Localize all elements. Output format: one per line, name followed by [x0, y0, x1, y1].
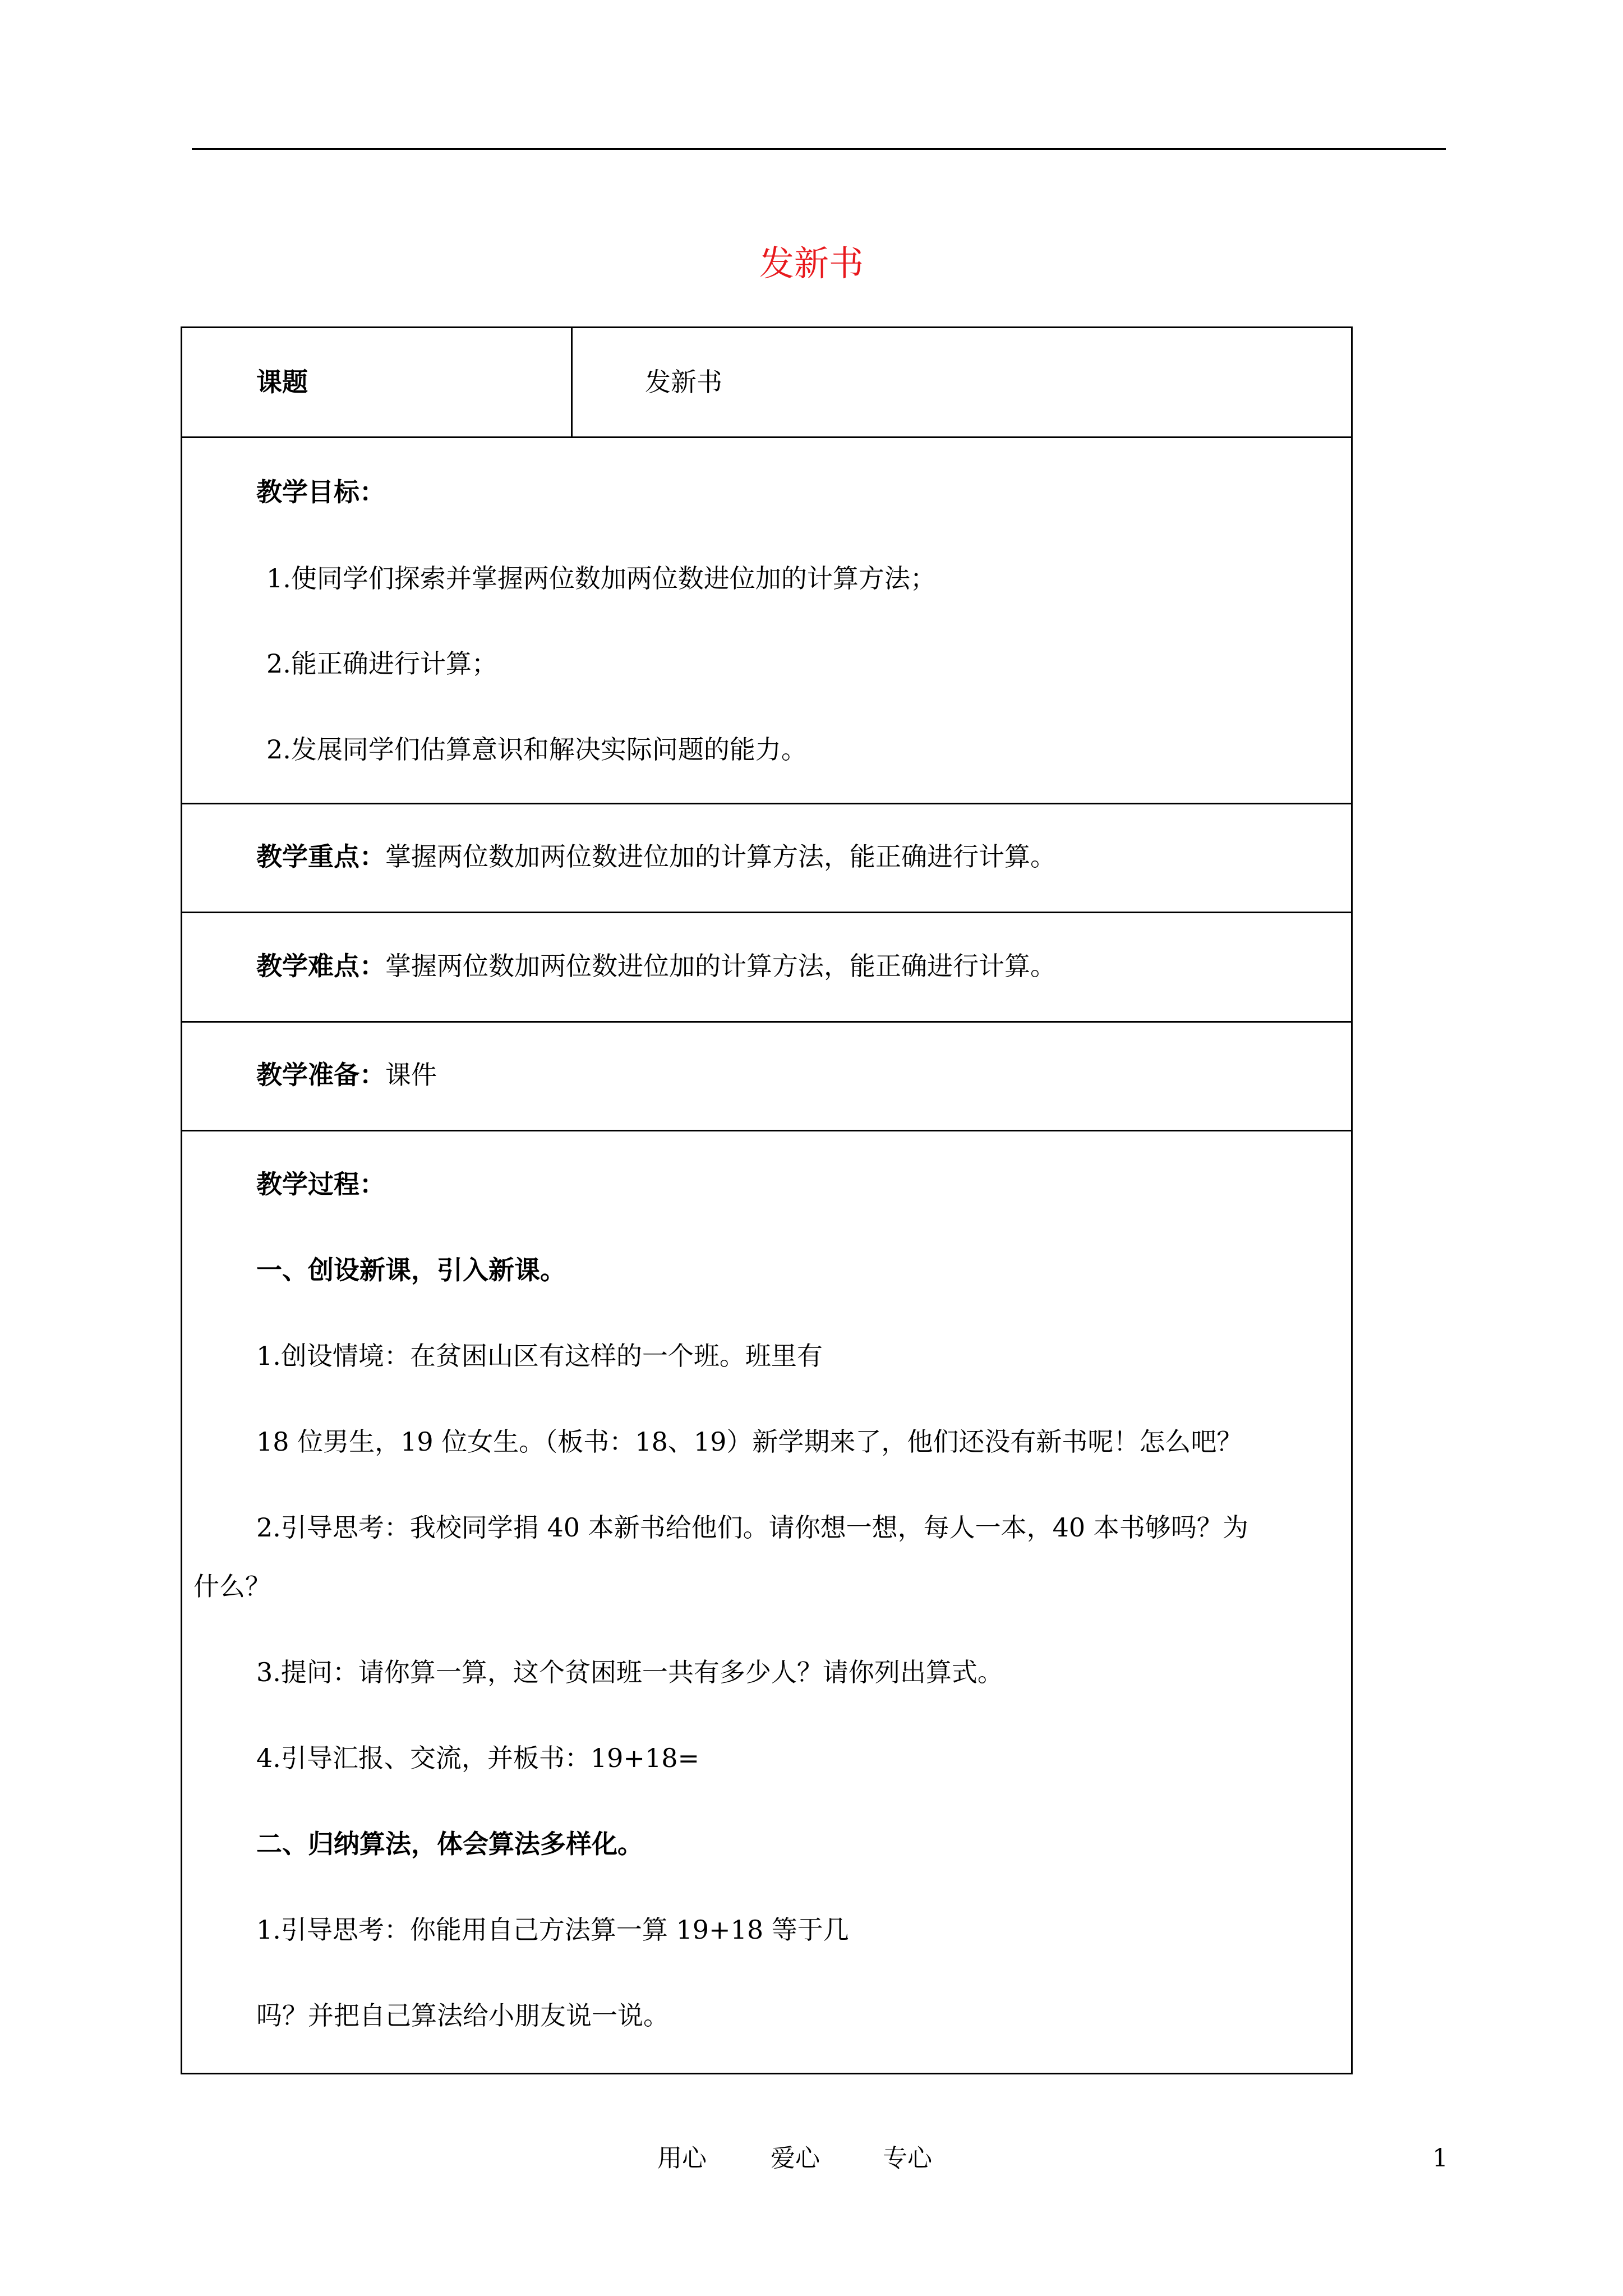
lesson-plan-table — [181, 326, 1353, 2074]
topic-label: 课题 — [256, 367, 308, 397]
footer-motto-1: 用心 — [657, 2144, 707, 2173]
footer-motto-2: 爱心 — [771, 2144, 820, 2173]
header-rule — [192, 148, 1446, 150]
key-points-row — [256, 840, 1056, 873]
topic-column-divider — [571, 328, 573, 436]
section-heading: 一、创设新课，引入新课。 — [256, 1255, 566, 1285]
row-divider-1 — [182, 436, 1351, 438]
page-number: 1 — [1432, 2144, 1448, 2173]
difficulty-value: 掌握两位数加两位数进位加的计算方法，能正确进行计算。 — [385, 951, 1056, 981]
preparation-label: 教学准备： — [256, 1060, 385, 1090]
objective-item: 1.使同学们探索并掌握两位数加两位数进位加的计算方法； — [266, 563, 936, 593]
process-paragraph: 18 位男生，19 位女生。（板书：18、19）新学期来了，他们还没有新书呢！怎么吧？ — [256, 1427, 1243, 1457]
difficulty-row — [256, 949, 1056, 983]
process-paragraph-continuation: 什么？ — [193, 1571, 271, 1602]
process-paragraph: 3.提问：请你算一算，这个贫困班一共有多少人？请你列出算式。 — [256, 1657, 1003, 1687]
key-points-label: 教学重点： — [256, 841, 385, 872]
objective-item: 2.能正确进行计算； — [266, 648, 497, 679]
document-title: 发新书 — [759, 243, 864, 284]
row-divider-3 — [182, 912, 1351, 913]
footer-motto-3: 专心 — [883, 2144, 932, 2173]
process-paragraph: 1.创设情境：在贫困山区有这样的一个班。班里有 — [256, 1341, 823, 1371]
key-points-value: 掌握两位数加两位数进位加的计算方法，能正确进行计算。 — [385, 841, 1056, 872]
preparation-row — [256, 1058, 437, 1092]
process-paragraph: 吗？并把自己算法给小朋友说一说。 — [256, 2000, 669, 2031]
row-divider-2 — [182, 803, 1351, 804]
difficulty-label: 教学难点： — [256, 951, 385, 981]
preparation-value: 课件 — [385, 1060, 437, 1090]
objective-item: 2.发展同学们估算意识和解决实际问题的能力。 — [266, 734, 807, 765]
process-label: 教学过程： — [256, 1169, 385, 1199]
process-paragraph: 2.引导思考：我校同学捐 40 本新书给他们。请你想一想，每人一本，40 本书够吗？为 — [256, 1512, 1248, 1543]
process-paragraph: 1.引导思考：你能用自己方法算一算 19+18 等于几 — [256, 1915, 849, 1945]
row-divider-5 — [182, 1130, 1351, 1131]
row-divider-4 — [182, 1021, 1351, 1023]
objectives-label: 教学目标： — [256, 477, 385, 507]
section-heading: 二、归纳算法，体会算法多样化。 — [256, 1829, 643, 1859]
process-paragraph: 4.引导汇报、交流，并板书：19+18= — [256, 1743, 700, 1773]
topic-value: 发新书 — [645, 367, 722, 397]
